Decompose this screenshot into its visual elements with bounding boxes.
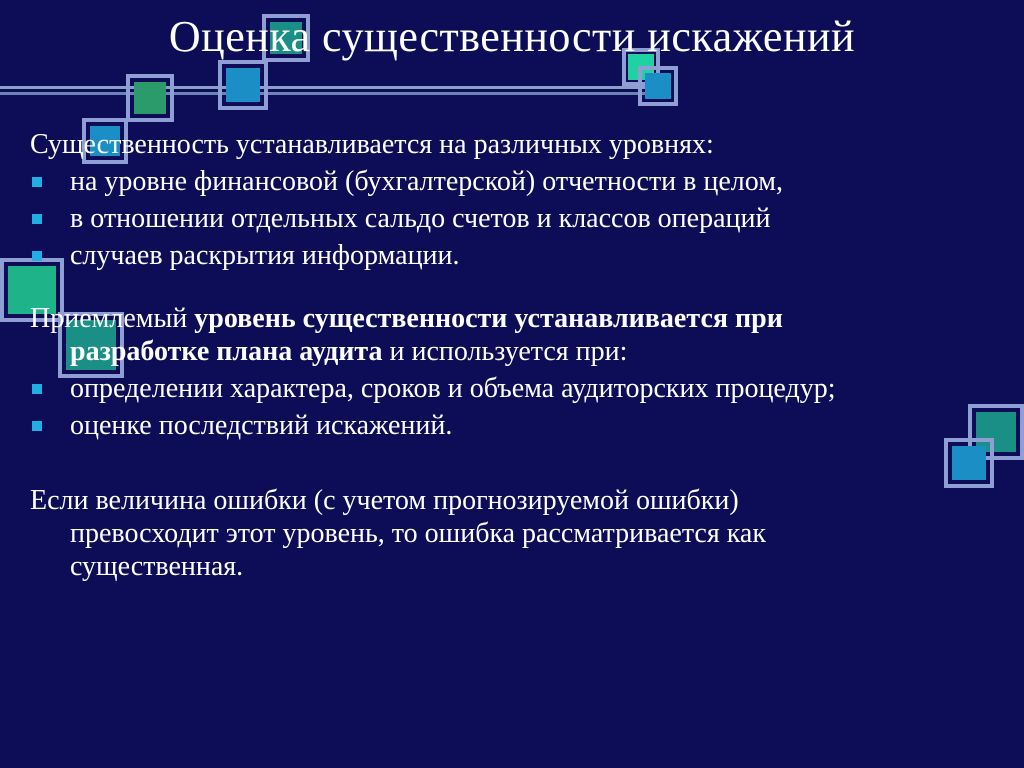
square-bullet-icon (32, 251, 42, 261)
section-3-text (30, 484, 990, 583)
section-2-list (30, 372, 990, 442)
section-1-list (30, 165, 990, 272)
square-bullet-icon (32, 214, 42, 224)
list-item (30, 202, 990, 235)
section-2-emphasis: уровень существенности устанавливается при (194, 303, 783, 334)
section-2-tail: и используется при: (382, 336, 628, 367)
section-2-lead: Приемлемый (30, 303, 195, 334)
decor-line (0, 86, 655, 89)
list-item-text: случаев раскрытия информации. (70, 240, 460, 271)
list-item-text: оценке последствий искажений. (70, 410, 453, 441)
list-item (30, 165, 990, 198)
square-bullet-icon (32, 177, 42, 187)
decor-square (134, 82, 166, 114)
decor-square (645, 73, 671, 99)
decor-square (226, 68, 260, 102)
list-item-text: определении характера, сроков и объема аудиторских процедур; (70, 373, 836, 404)
section-3-line: превосходит этот уровень, то ошибка рассматривается как (70, 518, 766, 549)
section-3-line: Если величина ошибки (с учетом прогнозируемой ошибки) (30, 485, 739, 516)
decor-line (0, 92, 655, 95)
list-item-text: на уровне финансовой (бухгалтерской) отчетности в целом, (70, 166, 783, 197)
section-2-intro (30, 302, 990, 368)
slide-content (30, 128, 990, 583)
slide-title: Оценка существенности искажений (168, 12, 856, 61)
list-item (30, 372, 990, 405)
list-item-text: в отношении отдельных сальдо счетов и классов операций (70, 203, 771, 234)
section-3-line: существенная. (70, 551, 244, 582)
square-bullet-icon (32, 421, 42, 431)
list-item (30, 409, 990, 442)
section-2-emphasis: разработке плана аудита (70, 336, 383, 367)
section-1-intro: Существенность устанавливается на различных уровнях: (30, 129, 714, 160)
square-bullet-icon (32, 384, 42, 394)
list-item (30, 239, 990, 272)
